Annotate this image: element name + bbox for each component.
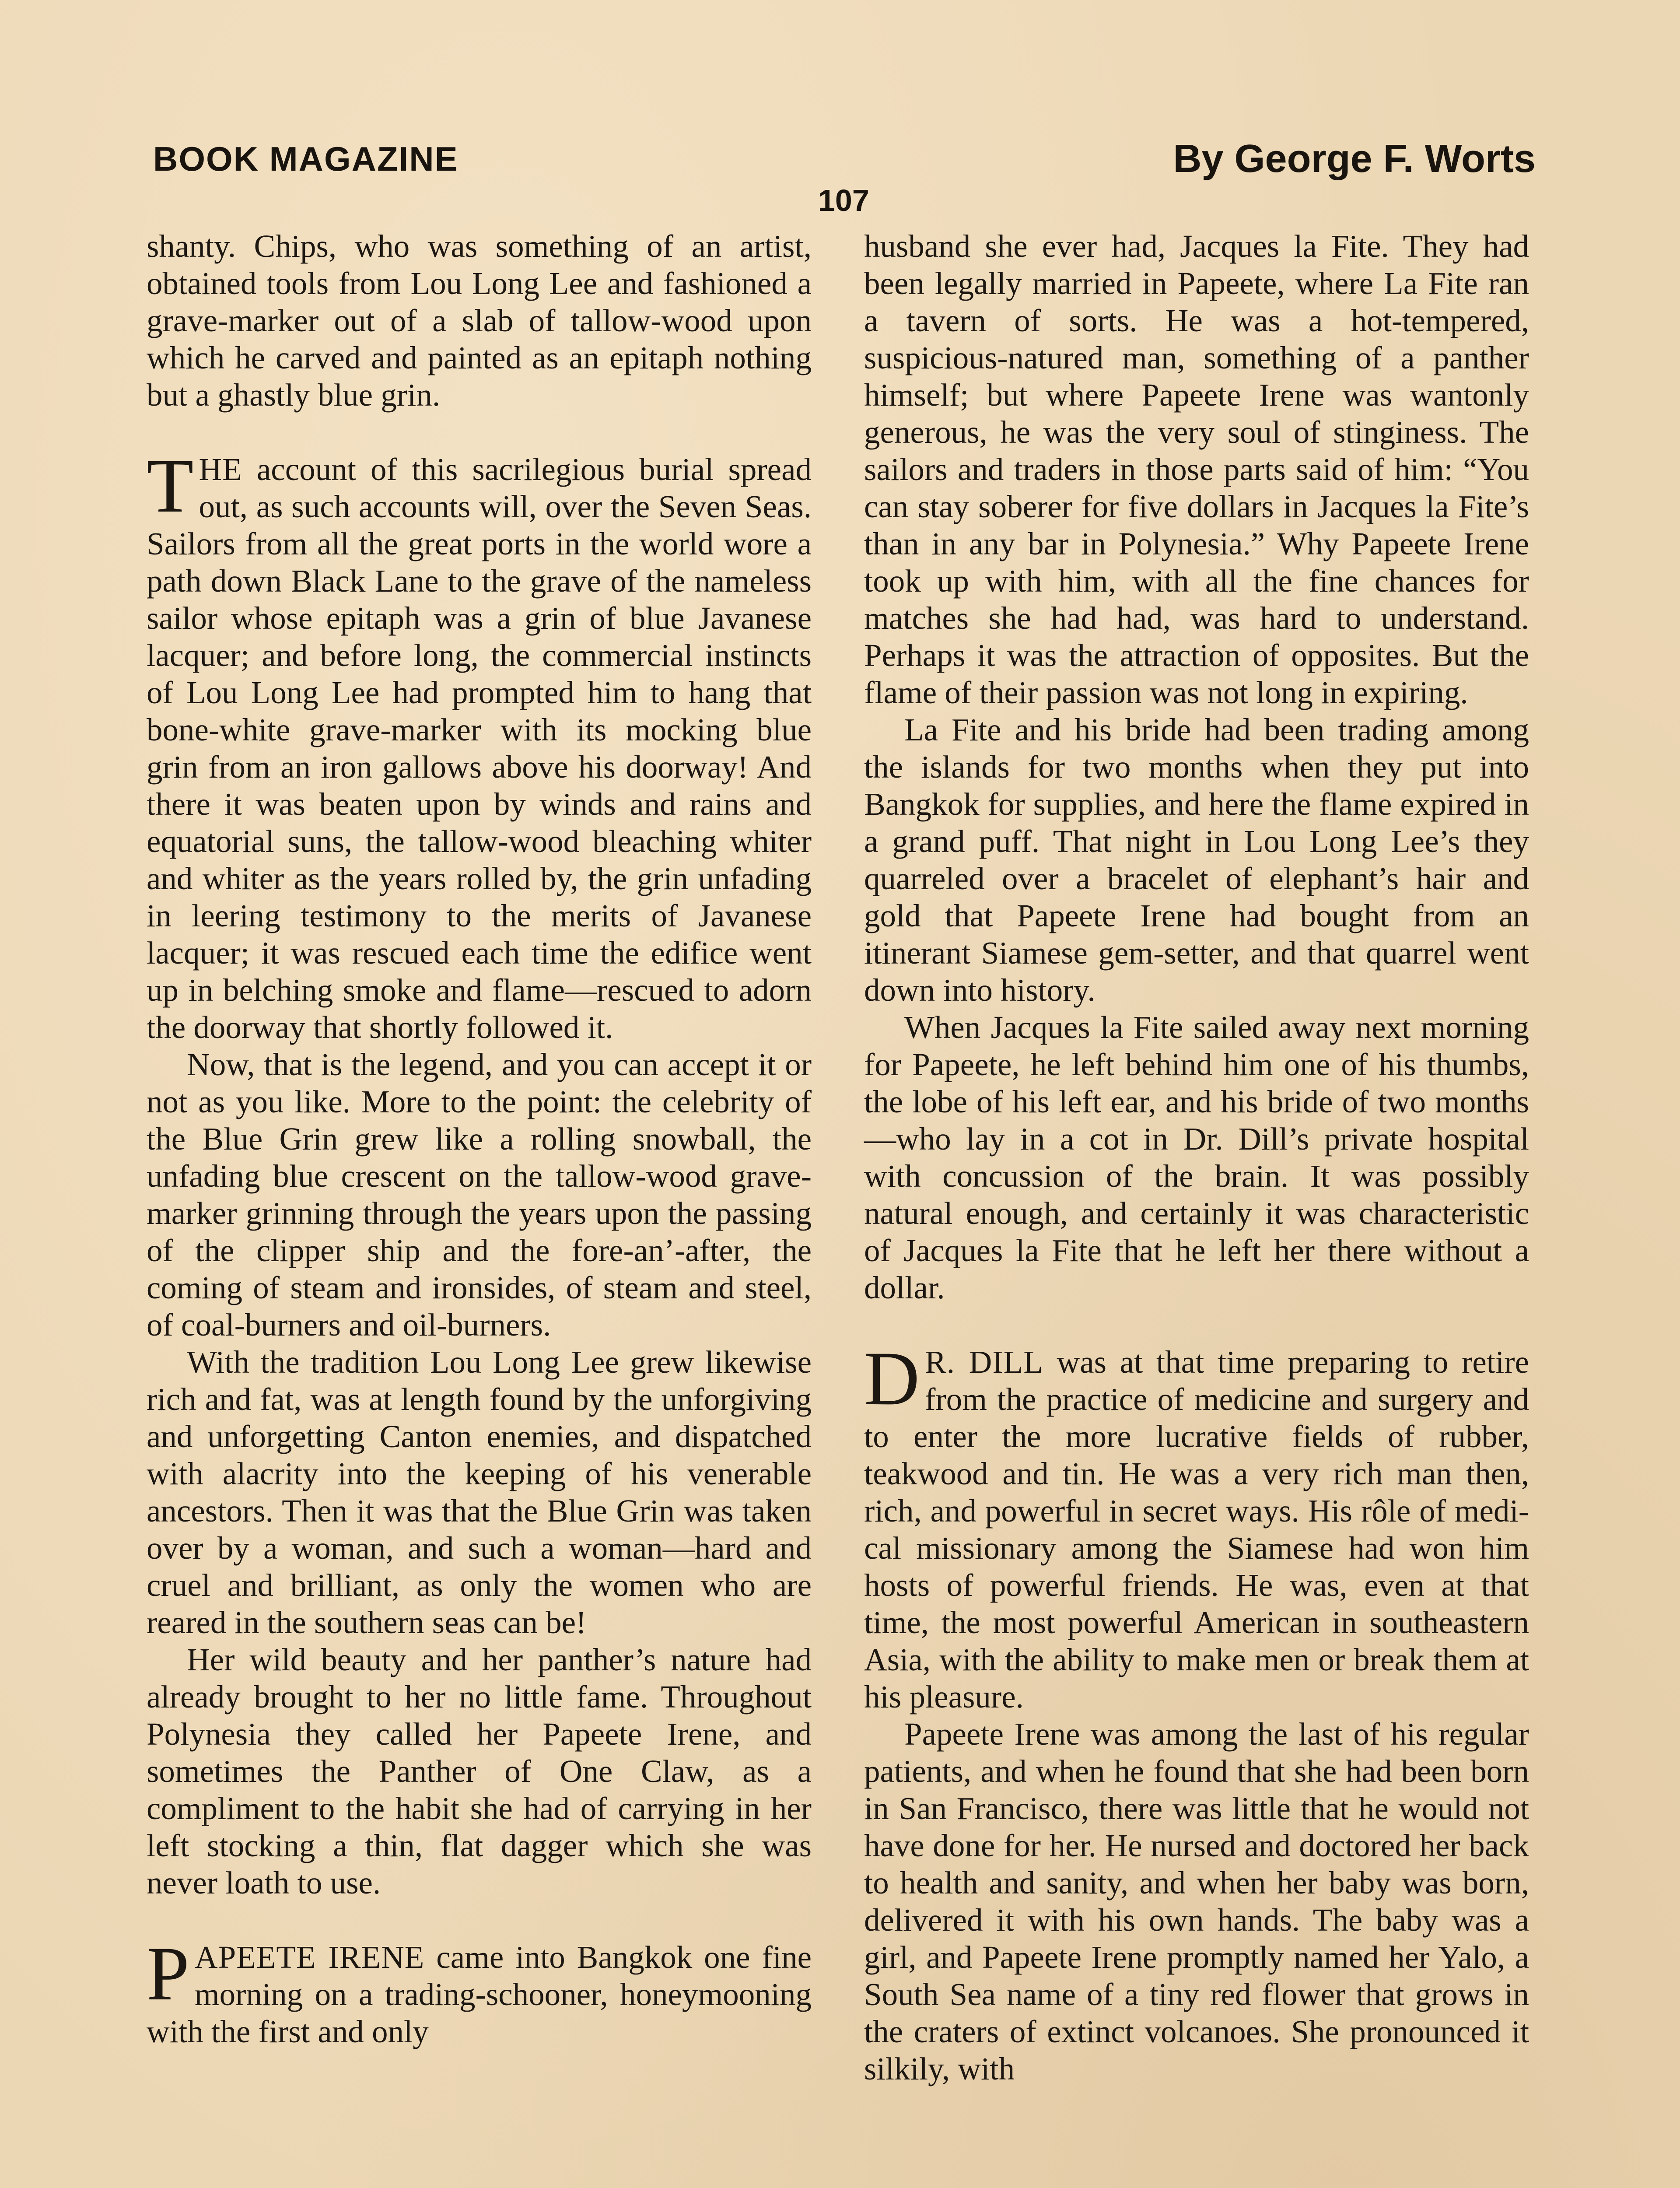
lead-in: APEETE IRENE bbox=[194, 1939, 425, 1975]
paragraph: When Jacques la Fite sailed away next morning for Papeete, he left behind him one of his thumbs, the lobe of his left ear, and his bride of two months—who lay in a cot in Dr. Dill’s private hospital with concussion of the brain. It was possibly natural enough, and certainly it was characteristic of Jacques la Fite that he left her there without a dollar. bbox=[864, 1010, 1529, 1305]
section-paragraph bbox=[147, 443, 812, 1046]
paragraph: husband she ever had, Jacques la Fite. They had been legally married in Papeete, where La Fite ran a tavern of sorts. He was a hot-tempered, suspicious-natured man, something of a panther himself; but where Papeete Irene was wantonly generous, he was the very soul of stinginess. The sailors and traders in those parts said of him: “You can stay soberer for five dollars in Jacques la Fite’s than in any bar in Polynesia.” Why Papeete Irene took up with him, with all the fine chances for matches she had had, was hard to understand. Perhaps it was the attraction of opposites. But the flame of their passion was not long in expiring. bbox=[864, 228, 1529, 710]
lead-in: HE bbox=[199, 452, 242, 487]
section-paragraph bbox=[864, 1336, 1530, 1715]
paragraph: Now, that is the legend, and you can accept it or not as you like. More to the point: the celebrity of the Blue Grin grew like a rolling snowball, the unfading blue crescent on the tallow-wood grave-marker grinning through the years upon the passing of the clipper ship and the fore-an’-after, the coming of steam and ironsides, of steam and steel, of coal-burners and oil-burners. bbox=[147, 1047, 812, 1343]
paragraph: shanty. Chips, who was something of an artist, obtained tools from Lou Long Lee and fashioned a grave-marker out of a slab of tallow-wood upon which he carved and painted as an epitaph nothing but a ghastly blue grin. bbox=[147, 228, 812, 413]
section-paragraph bbox=[147, 1931, 812, 2050]
lead-in: R. DILL bbox=[925, 1344, 1043, 1380]
running-header-magazine: BOOK MAGAZINE bbox=[153, 140, 458, 178]
drop-cap: P bbox=[147, 1931, 189, 2016]
left-column bbox=[147, 228, 812, 2050]
paragraph-text: came into Bangkok one fine morning on a trading-schooner, honeymooning with the first and only bbox=[147, 1939, 812, 2049]
drop-cap: T bbox=[147, 443, 194, 529]
drop-cap: D bbox=[864, 1336, 920, 1421]
paragraph: Her wild beauty and her panther’s nature had already brought to her no little fame. Throughout Polynesia they called her Papeete Irene, and sometimes the Panther of One Claw, as a compliment to the habit she had of carrying in her left stocking a thin, flat dagger which she was never loath to use. bbox=[147, 1642, 812, 1900]
page-number: 107 bbox=[818, 183, 869, 217]
paragraph: Papeete Irene was among the last of his regular patients, and when he found that she had been born in San Francisco, there was little that he would not have done for her. He nursed and doctored her back to health and sanity, and when her baby was born, delivered it with his own hands. The baby was a girl, and Papeete Irene promptly named her Yalo, a South Sea name of a tiny red flower that grows in the craters of extinct volcanoes. She pronounced it silkily, with bbox=[864, 1716, 1529, 2086]
paragraph-text: account of this sacrilegious burial spread out, as such accounts will, over the Seven Seas. Sailors from all the great ports in the world wore a path down Black Lane to the grave of the nameless sailor whose epitaph was a grin of blue Javanese lacquer; and before long, the commercial instincts of Lou Long Lee had prompted him to hang that bone-white grave-marker with its mocking blue grin from an iron gallows above his doorway! And there it was beaten upon by winds and rains and equatorial suns, the tallow-wood bleaching whiter and whiter as the years rolled by, the grin unfading in leering testimony to the merits of Javanese lacquer; it was rescued each time the edifice went up in belching smoke and flame—rescued to adorn the doorway that shortly followed it. bbox=[147, 452, 812, 1045]
running-header-byline: By George F. Worts bbox=[1173, 137, 1536, 181]
right-column bbox=[864, 228, 1529, 2087]
paragraph-text: was at that time preparing to retire from the practice of medicine and surgery and to enter the more lucrative fields of rubber, teakwood and tin. He was a very rich man then, rich, and powerful in secret ways. His rôle of medical missionary among the Siamese had won him hosts of powerful friends. He was, even at that time, the most powerful American in southeastern Asia, with the ability to make men or break them at his pleasure. bbox=[864, 1344, 1530, 1715]
paragraph: With the tradition Lou Long Lee grew likewise rich and fat, was at length found by the unforgiving and unforgetting Canton enemies, and dispatched with alacrity into the keeping of his venerable ancestors. Then it was that the Blue Grin was taken over by a woman, and such a woman—hard and cruel and brilliant, as only the women who are reared in the southern seas can be! bbox=[147, 1344, 812, 1640]
paragraph: La Fite and his bride had been trading among the islands for two months when they put into Bangkok for supplies, and here the flame expired in a grand puff. That night in Lou Long Lee’s they quarreled over a bracelet of elephant’s hair and gold that Papeete Irene had bought from an itinerant Siamese gem-setter, and that quarrel went down into history. bbox=[864, 712, 1529, 1008]
